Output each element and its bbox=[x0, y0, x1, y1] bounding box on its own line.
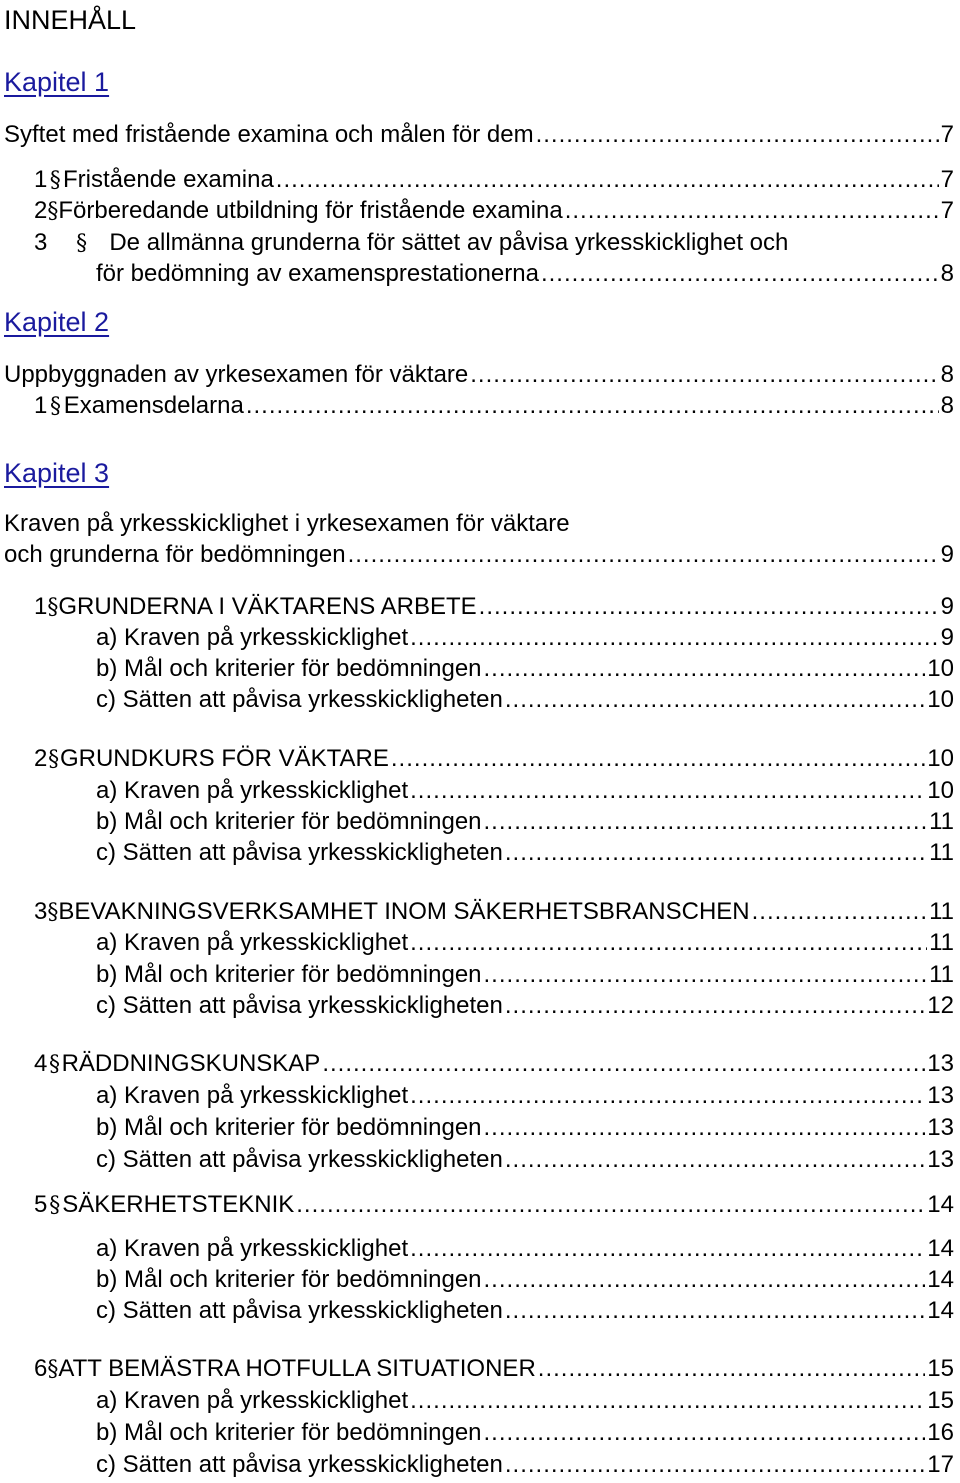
toc-entry[interactable] bbox=[96, 991, 954, 1021]
chapter-3-link[interactable]: Kapitel 3 bbox=[4, 458, 110, 488]
dot-leader bbox=[410, 1081, 925, 1111]
toc-entry[interactable] bbox=[96, 1234, 954, 1264]
page-number: 14 bbox=[927, 1235, 954, 1262]
dot-leader bbox=[752, 897, 927, 927]
page-number: 7 bbox=[940, 197, 954, 224]
section-sign-icon: § bbox=[49, 1193, 61, 1218]
section-sign-icon: § bbox=[48, 1052, 60, 1077]
page-number: 15 bbox=[927, 1387, 954, 1414]
dot-leader bbox=[410, 623, 939, 653]
entry-label: för bedömning av examensprestationerna bbox=[96, 260, 539, 287]
page-number: 17 bbox=[927, 1451, 954, 1478]
entry-label: c) Sätten att påvisa yrkesskickligheten bbox=[96, 1451, 503, 1478]
toc-entry[interactable] bbox=[96, 623, 954, 653]
entry-label: c) Sätten att påvisa yrkesskickligheten bbox=[96, 1146, 503, 1173]
entry-label: Fristående examina bbox=[63, 166, 274, 193]
toc-entry[interactable] bbox=[96, 685, 954, 715]
toc-entry[interactable] bbox=[34, 1190, 954, 1220]
entry-label: Kraven på yrkesskicklighet i yrkesexamen för väktare bbox=[4, 510, 570, 537]
entry-label: b) Mål och kriterier för bedömningen bbox=[96, 961, 482, 988]
section-sign-icon: § bbox=[76, 231, 88, 256]
entry-label: ATT BEMÄSTRA HOTFULLA SITUATIONER bbox=[58, 1355, 536, 1382]
dot-leader bbox=[484, 1418, 926, 1448]
toc-entry[interactable] bbox=[4, 360, 954, 390]
entry-label: Förberedande utbildning för fristående examina bbox=[58, 197, 563, 224]
dot-leader bbox=[541, 259, 939, 289]
page-number: 11 bbox=[929, 808, 954, 835]
toc-entry[interactable] bbox=[96, 1418, 954, 1448]
page-number: 11 bbox=[929, 961, 954, 988]
section-number: 3 bbox=[34, 898, 48, 925]
dot-leader bbox=[505, 1450, 925, 1480]
section-sign-icon: § bbox=[47, 199, 59, 224]
dot-leader bbox=[505, 991, 925, 1021]
toc-entry[interactable] bbox=[96, 928, 954, 958]
toc-entry[interactable] bbox=[96, 1450, 954, 1480]
dot-leader bbox=[484, 1265, 926, 1295]
entry-label: a) Kraven på yrkesskicklighet bbox=[96, 1082, 409, 1109]
section-number: 1 bbox=[34, 593, 48, 620]
entry-label: a) Kraven på yrkesskicklighet bbox=[96, 624, 409, 651]
dot-leader bbox=[484, 807, 928, 837]
entry-label: b) Mål och kriterier för bedömningen bbox=[96, 1419, 482, 1446]
section-number: 2 bbox=[34, 745, 48, 772]
section-number: 2 bbox=[34, 197, 48, 224]
dot-leader bbox=[479, 592, 939, 622]
toc-entry[interactable] bbox=[34, 165, 954, 195]
page-number: 9 bbox=[940, 624, 954, 651]
toc-entry[interactable] bbox=[96, 807, 954, 837]
toc-entry[interactable] bbox=[96, 654, 954, 684]
dot-leader bbox=[484, 960, 928, 990]
toc-entry[interactable] bbox=[4, 120, 954, 150]
chapter-1-link[interactable]: Kapitel 1 bbox=[4, 67, 110, 97]
dot-leader bbox=[505, 838, 927, 868]
toc-entry[interactable] bbox=[96, 1265, 954, 1295]
entry-label: b) Mål och kriterier för bedömningen bbox=[96, 1266, 482, 1293]
page-number: 11 bbox=[929, 929, 954, 956]
dot-leader bbox=[410, 776, 925, 806]
toc-entry[interactable] bbox=[34, 592, 954, 622]
dot-leader bbox=[348, 540, 939, 570]
toc-entry[interactable] bbox=[34, 391, 954, 421]
dot-leader bbox=[505, 685, 925, 715]
toc-entry[interactable] bbox=[96, 838, 954, 868]
entry-label: c) Sätten att påvisa yrkesskickligheten bbox=[96, 992, 503, 1019]
entry-label: b) Mål och kriterier för bedömningen bbox=[96, 808, 482, 835]
section-number: 6 bbox=[34, 1355, 48, 1382]
page-number: 13 bbox=[927, 1082, 954, 1109]
toc-entry[interactable] bbox=[96, 1081, 954, 1111]
section-number: 3 bbox=[34, 229, 48, 256]
page-number: 9 bbox=[940, 593, 954, 620]
entry-label: a) Kraven på yrkesskicklighet bbox=[96, 1235, 409, 1262]
page-number: 15 bbox=[927, 1355, 954, 1382]
toc-entry-continuation[interactable] bbox=[96, 259, 954, 289]
toc-entry[interactable] bbox=[96, 1296, 954, 1326]
page-number: 9 bbox=[940, 541, 954, 568]
entry-label: GRUNDERNA I VÄKTARENS ARBETE bbox=[58, 593, 477, 620]
toc-entry[interactable] bbox=[34, 228, 788, 258]
page-number: 10 bbox=[927, 655, 954, 682]
section-sign-icon: § bbox=[48, 747, 60, 772]
section-sign-icon: § bbox=[47, 1357, 59, 1382]
dot-leader bbox=[296, 1190, 925, 1220]
page-number: 11 bbox=[929, 898, 954, 925]
dot-leader bbox=[276, 165, 939, 195]
page-number: 13 bbox=[927, 1146, 954, 1173]
dot-leader bbox=[246, 391, 939, 421]
dot-leader bbox=[538, 1354, 926, 1384]
dot-leader bbox=[505, 1145, 925, 1175]
entry-label: Syftet med fristående examina och målen för dem bbox=[4, 121, 534, 148]
dot-leader bbox=[410, 1386, 925, 1416]
entry-label: b) Mål och kriterier för bedömningen bbox=[96, 655, 482, 682]
section-sign-icon: § bbox=[47, 595, 59, 620]
entry-label: De allmänna grunderna för sättet av påvisa yrkesskicklighet och bbox=[109, 229, 789, 256]
page-number: 8 bbox=[940, 260, 954, 287]
entry-label: RÄDDNINGSKUNSKAP bbox=[61, 1050, 321, 1077]
dot-leader bbox=[410, 928, 927, 958]
entry-label: a) Kraven på yrkesskicklighet bbox=[96, 777, 409, 804]
page-number: 10 bbox=[927, 777, 954, 804]
section-number: 4 bbox=[34, 1050, 48, 1077]
page-number: 13 bbox=[927, 1114, 954, 1141]
entry-label: a) Kraven på yrkesskicklighet bbox=[96, 929, 409, 956]
toc-entry[interactable] bbox=[96, 1386, 954, 1416]
page-number: 8 bbox=[940, 392, 954, 419]
entry-label: c) Sätten att påvisa yrkesskickligheten bbox=[96, 686, 503, 713]
dot-leader bbox=[391, 744, 925, 774]
toc-entry[interactable] bbox=[34, 1049, 954, 1079]
page-number: 14 bbox=[927, 1266, 954, 1293]
toc-entry[interactable] bbox=[96, 1145, 954, 1175]
page-number: 7 bbox=[940, 166, 954, 193]
page-number: 8 bbox=[940, 361, 954, 388]
dot-leader bbox=[536, 120, 939, 150]
dot-leader bbox=[565, 196, 939, 226]
dot-leader bbox=[484, 654, 926, 684]
toc-entry[interactable] bbox=[34, 1354, 954, 1384]
toc-title: INNEHÅLL bbox=[4, 5, 137, 35]
toc-entry[interactable] bbox=[34, 744, 954, 774]
entry-label: c) Sätten att påvisa yrkesskickligheten bbox=[96, 839, 503, 866]
page-number: 13 bbox=[927, 1050, 954, 1077]
page-number: 16 bbox=[927, 1419, 954, 1446]
entry-label: b) Mål och kriterier för bedömningen bbox=[96, 1114, 482, 1141]
page-number: 12 bbox=[927, 992, 954, 1019]
dot-leader bbox=[505, 1296, 925, 1326]
section-sign-icon: § bbox=[50, 394, 62, 419]
toc-entry[interactable] bbox=[4, 509, 570, 539]
dot-leader bbox=[322, 1049, 925, 1079]
section-sign-icon: § bbox=[49, 168, 61, 193]
dot-leader bbox=[470, 360, 938, 390]
toc-entry[interactable] bbox=[96, 776, 954, 806]
entry-label: Uppbyggnaden av yrkesexamen för väktare bbox=[4, 361, 469, 388]
page-number: 7 bbox=[940, 121, 954, 148]
entry-label: c) Sätten att påvisa yrkesskickligheten bbox=[96, 1297, 503, 1324]
entry-label: SÄKERHETSTEKNIK bbox=[62, 1191, 295, 1218]
dot-leader bbox=[484, 1113, 926, 1143]
section-number: 5 bbox=[34, 1191, 48, 1218]
toc-entry-continuation[interactable] bbox=[4, 540, 954, 570]
entry-label: a) Kraven på yrkesskicklighet bbox=[96, 1387, 409, 1414]
page-number: 14 bbox=[927, 1191, 954, 1218]
toc-entry[interactable] bbox=[96, 1113, 954, 1143]
dot-leader bbox=[410, 1234, 925, 1264]
section-sign-icon: § bbox=[47, 900, 59, 925]
entry-label: BEVAKNINGSVERKSAMHET INOM SÄKERHETSBRANSCHEN bbox=[58, 898, 750, 925]
section-number: 1 bbox=[34, 392, 48, 419]
page-number: 14 bbox=[927, 1297, 954, 1324]
page-number: 10 bbox=[927, 686, 954, 713]
page-number: 10 bbox=[927, 745, 954, 772]
chapter-2-link[interactable]: Kapitel 2 bbox=[4, 307, 110, 337]
toc-entry[interactable] bbox=[96, 960, 954, 990]
toc-entry[interactable] bbox=[34, 196, 954, 226]
section-number: 1 bbox=[34, 166, 48, 193]
page-number: 11 bbox=[929, 839, 954, 866]
entry-label: och grunderna för bedömningen bbox=[4, 541, 346, 568]
entry-label: Examensdelarna bbox=[63, 392, 244, 419]
toc-entry[interactable] bbox=[34, 897, 954, 927]
entry-label: GRUNDKURS FÖR VÄKTARE bbox=[59, 745, 389, 772]
